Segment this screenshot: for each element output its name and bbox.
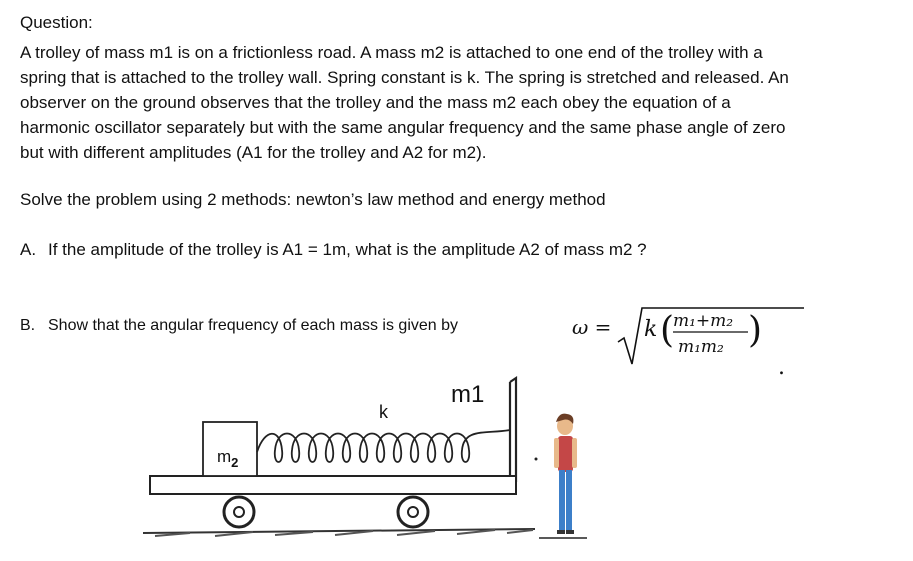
part-a-marker: A. [20, 240, 37, 259]
dot-mark [535, 458, 538, 461]
formula-period: . [778, 355, 785, 380]
formula-denominator: m₁m₂ [678, 337, 724, 357]
question-line: spring that is attached to the trolley wall. Spring constant is k. The spring is stretched and released. An [20, 68, 789, 87]
wheel-right [398, 497, 428, 527]
formula-close-paren: ) [748, 310, 763, 351]
trolley-figure [135, 370, 595, 550]
part-a-text: If the amplitude of the trolley is A1 = 1m, what is the amplitude A2 of mass m2 ? [48, 240, 647, 259]
trolley-platform [150, 476, 516, 494]
question-line: but with different amplitudes (A1 for the trolley and A2 for m2). [20, 143, 487, 162]
formula-numerator: m₁+m₂ [673, 311, 734, 331]
wheel-left [224, 497, 254, 527]
part-b [20, 317, 458, 335]
trolley-wall [510, 378, 516, 482]
spring-constant-label: k [379, 402, 388, 422]
formula-lhs: ω = [572, 315, 612, 339]
part-b-text: Show that the angular frequency of each mass is given by [48, 317, 459, 334]
question-line: observer on the ground observes that the trolley and the mass m2 each obey the equation of a [20, 93, 731, 112]
part-a [20, 240, 647, 260]
methods-instruction: Solve the problem using 2 methods: newton’s law method and energy method [20, 190, 606, 209]
question-label: Question: [20, 13, 93, 32]
mass-m2-label: $m_2$ [217, 447, 239, 470]
question-line: harmonic oscillator separately but with the same angular frequency and the same phase angle of zero [20, 118, 786, 137]
part-b-marker: B. [20, 317, 36, 334]
spring [257, 430, 510, 462]
formula-open-paren: ( [660, 310, 675, 351]
omega-formula [572, 290, 812, 380]
question-line: A trolley of mass m1 is on a frictionless road. A mass m2 is attached to one end of the trolley with a [20, 43, 763, 62]
trolley-mass-label: m1 [451, 381, 485, 408]
formula-k: k [644, 317, 658, 342]
observer-figure [539, 414, 587, 538]
question-text [20, 40, 900, 165]
